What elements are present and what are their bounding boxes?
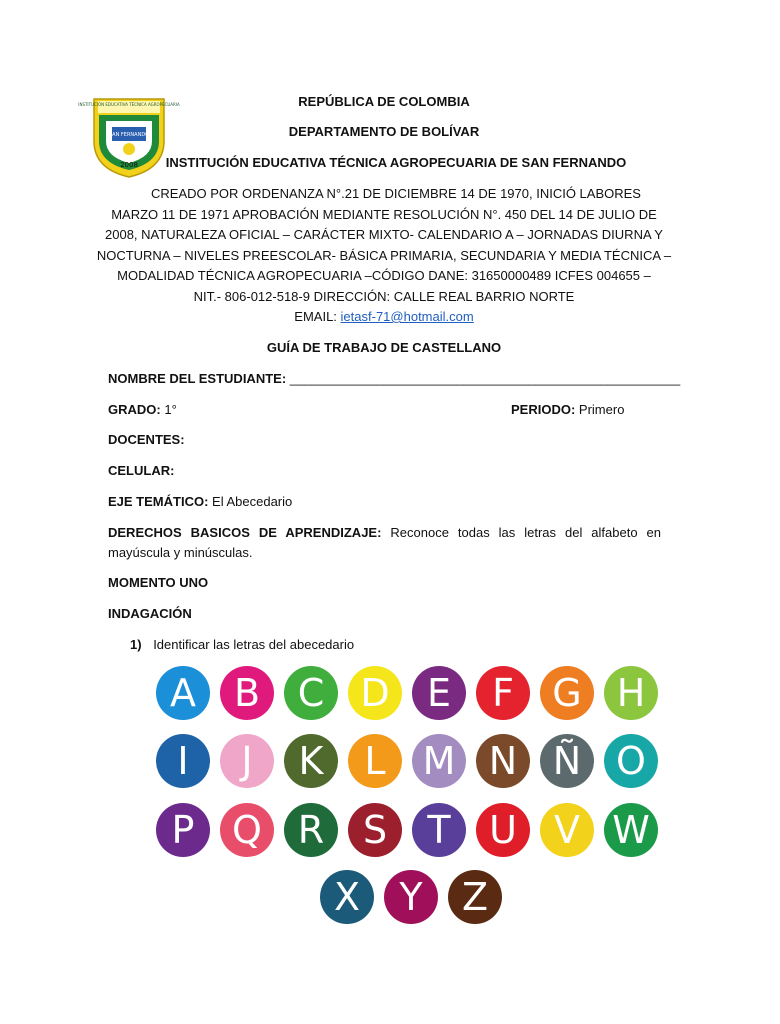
dba-paragraph	[108, 523, 661, 563]
letter-circle-w: W	[604, 803, 658, 857]
student-name-blank[interactable]: ______________________________________________________	[289, 371, 681, 386]
letter-circle-h: H	[604, 666, 658, 720]
theme-label: EJE TEMÁTICO:	[108, 494, 209, 509]
letter-circle-q: Q	[220, 803, 274, 857]
grade-row	[108, 402, 177, 417]
letter-circle-v: V	[540, 803, 594, 857]
letter-circle-g: G	[540, 666, 594, 720]
letter-circle-z: Z	[448, 870, 502, 924]
email-line	[0, 309, 768, 324]
phone-label: CELULAR:	[108, 463, 175, 478]
info-line-3: 2008, NATURALEZA OFICIAL – CARÁCTER MIXTO- CALENDARIO A – JORNADAS DIURNA Y	[105, 227, 663, 242]
period-label: PERIODO:	[511, 402, 576, 417]
letter-circle-l: L	[348, 734, 402, 788]
activity-item-text: Identificar las letras del abecedario	[153, 637, 355, 652]
letter-circle-k: K	[284, 734, 338, 788]
grade-value: 1°	[164, 402, 177, 417]
letter-circle-p: P	[156, 803, 210, 857]
letter-circle-y: Y	[384, 870, 438, 924]
letter-circle-x: X	[320, 870, 374, 924]
teachers-label: DOCENTES:	[108, 432, 185, 447]
theme-value: El Abecedario	[212, 494, 293, 509]
info-line-4: NOCTURNA – NIVELES PREESCOLAR- BÁSICA PRIMARIA, SECUNDARIA Y MEDIA TÉCNICA –	[96, 248, 672, 263]
letter-circle-u: U	[476, 803, 530, 857]
info-line-1: CREADO POR ORDENANZA N°.21 DE DICIEMBRE 14 DE 1970, INICIÓ LABORES	[151, 186, 641, 201]
document-title: GUÍA DE TRABAJO DE CASTELLANO	[266, 340, 502, 355]
letter-circle-b: B	[220, 666, 274, 720]
period-value: Primero	[578, 402, 625, 417]
grade-label: GRADO:	[108, 402, 161, 417]
activity-item-1	[130, 637, 354, 652]
svg-text:2008: 2008	[120, 161, 138, 169]
inquiry-heading: INDAGACIÓN	[108, 606, 192, 621]
letter-circle-e: E	[412, 666, 466, 720]
info-line-6: NIT.- 806-012-518-9 DIRECCIÓN: CALLE REAL BARRIO NORTE	[193, 289, 575, 304]
email-link[interactable]: ietasf-71@hotmail.com	[340, 309, 474, 324]
letter-circle-s: S	[348, 803, 402, 857]
activity-item-number: 1)	[130, 637, 142, 652]
letter-circle-t: T	[412, 803, 466, 857]
period-row	[511, 402, 624, 417]
letter-circle-o: O	[604, 734, 658, 788]
letter-circle-a: A	[156, 666, 210, 720]
letter-circle-n: N	[476, 734, 530, 788]
crest-text-top: INSTITUCIÓN EDUCATIVA TÉCNICA AGROPECUARIA	[78, 102, 180, 107]
letter-circle-ñ: Ñ	[540, 734, 594, 788]
letter-circle-j: J	[220, 734, 274, 788]
info-line-2: MARZO 11 DE 1971 APROBACIÓN MEDIANTE RESOLUCIÓN N°. 450 DEL 14 DE JULIO DE	[111, 207, 657, 222]
dba-value: Reconoce todas las letras del alfabeto en mayúscula y minúsculas.	[108, 525, 661, 560]
letter-circle-c: C	[284, 666, 338, 720]
info-line-5: MODALIDAD TÉCNICA AGROPECUARIA –CÓDIGO DANE: 31650000489 ICFES 004655 –	[117, 268, 651, 283]
letter-circle-m: M	[412, 734, 466, 788]
letter-circle-d: D	[348, 666, 402, 720]
crest-text-mid: SAN FERNANDO	[108, 132, 150, 138]
header-department: DEPARTAMENTO DE BOLÍVAR	[288, 124, 480, 139]
moment-heading: MOMENTO UNO	[108, 575, 209, 590]
student-name-label: NOMBRE DEL ESTUDIANTE:	[108, 371, 287, 386]
letter-circle-f: F	[476, 666, 530, 720]
theme-row	[108, 494, 292, 509]
header-country: REPÚBLICA DE COLOMBIA	[298, 94, 470, 109]
letter-circle-i: I	[156, 734, 210, 788]
header-institution: INSTITUCIÓN EDUCATIVA TÉCNICA AGROPECUARIA DE SAN FERNANDO	[165, 155, 627, 170]
dba-label: DERECHOS BASICOS DE APRENDIZAJE:	[108, 525, 382, 540]
email-label: EMAIL:	[294, 309, 337, 324]
letter-circle-r: R	[284, 803, 338, 857]
student-name-row	[108, 371, 680, 386]
